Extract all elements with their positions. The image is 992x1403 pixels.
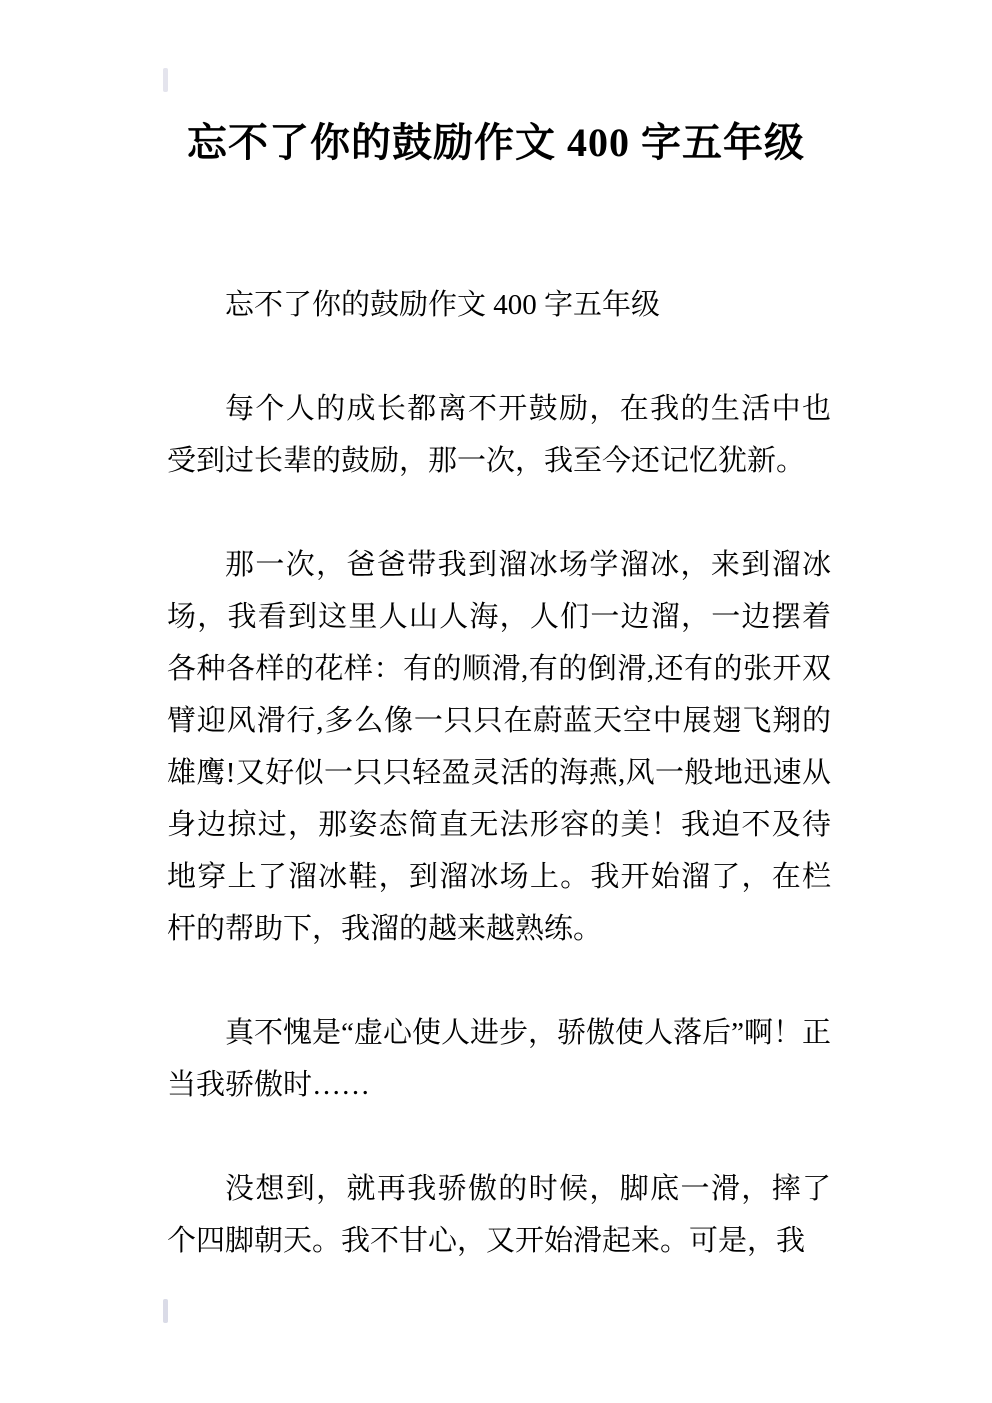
essay-subtitle-line: 忘不了你的鼓励作文 400 字五年级	[225, 289, 661, 321]
essay-paragraph: 每个人的成长都离不开鼓励，在我的生活中也受到过长辈的鼓励，那一次，我至今还记忆犹新。	[167, 393, 831, 477]
essay-body	[167, 279, 831, 1319]
essay-paragraph: 没想到，就再我骄傲的时候，脚底一滑，摔了个四脚朝天。我不甘心，又开始滑起来。可是，我	[167, 1173, 831, 1257]
scan-artifact-mark	[163, 68, 168, 92]
page-title: 忘不了你的鼓励作文 400 字五年级	[187, 120, 805, 165]
scan-artifact-mark	[163, 1299, 168, 1323]
essay-paragraph: 真不愧是“虚心使人进步，骄傲使人落后”啊！正当我骄傲时……	[167, 1017, 831, 1101]
essay-paragraph: 那一次，爸爸带我到溜冰场学溜冰，来到溜冰场，我看到这里人山人海，人们一边溜，一边摆着各种各样的花样：有的顺滑,有的倒滑,还有的张开双臂迎风滑行,多么像一只只在蔚蓝天空中展翅飞翔的雄鹰!又好似一只只轻盈灵活的海燕,风一般地迅速从身边掠过，那姿态简直无法形容的美！我迫不及待地穿上了溜冰鞋，到溜冰场上。我开始溜了，在栏杆的帮助下，我溜的越来越熟练。	[167, 549, 831, 945]
